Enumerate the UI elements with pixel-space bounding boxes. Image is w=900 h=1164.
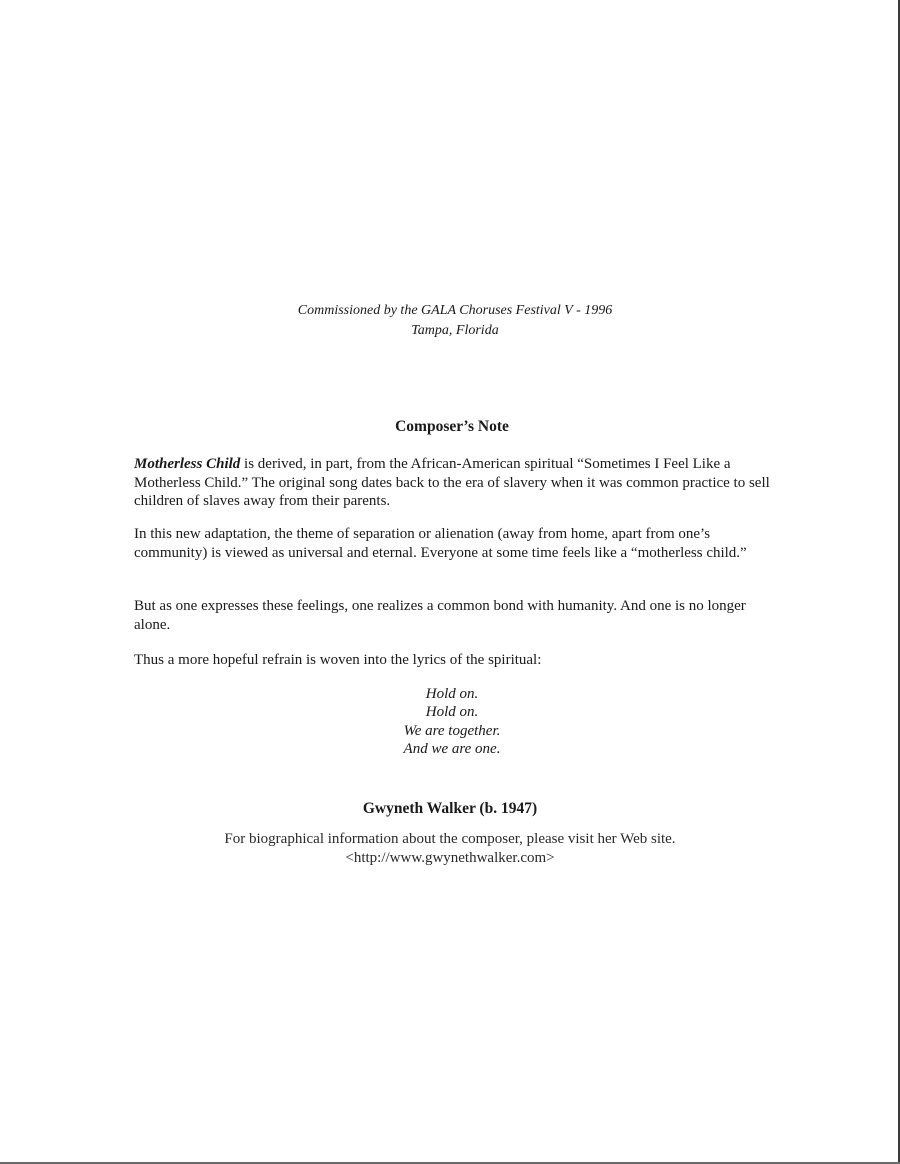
composer-name: Gwyneth Walker (b. 1947) (362, 800, 538, 817)
note-paragraph-3: But as one expresses these feelings, one realizes a common bond with humanity. And one is no longer alone. (134, 598, 746, 633)
lyric-line: Hold on. (425, 704, 479, 721)
note-paragraph-4: Thus a more hopeful refrain is woven into the lyrics of the spiritual: (134, 652, 542, 668)
composer-bio (0, 830, 900, 868)
bio-text: For biographical information about the composer, please visit her Web site. (224, 831, 676, 847)
note-paragraph-1-text: is derived, in part, from the African-American spiritual “Sometimes I Feel Like a Motherless Child.” The original song dates back to the era of slavery when it was common practice to sell children of slaves away from their parents. (134, 456, 770, 509)
lyrics-refrain (0, 685, 900, 758)
composers-note-title: Composer’s Note (395, 418, 509, 435)
lyric-line: And we are one. (403, 740, 501, 757)
work-title: Motherless Child (134, 456, 241, 472)
commission-line: Commissioned by the GALA Choruses Festival V - 1996 (297, 303, 613, 318)
note-paragraph-1 (134, 455, 774, 511)
composer-website: <http://www.gwynethwalker.com> (345, 850, 555, 866)
note-paragraph-2: In this new adaptation, the theme of separation or alienation (away from home, apart from one’s community) is viewed as universal and eternal. Everyone at some time feels like a “motherless child.” (134, 526, 747, 561)
lyric-line: Hold on. (425, 686, 479, 702)
commission-location: Tampa, Florida (411, 323, 499, 338)
lyric-line: We are together. (403, 722, 501, 739)
commission-credit (0, 301, 900, 341)
